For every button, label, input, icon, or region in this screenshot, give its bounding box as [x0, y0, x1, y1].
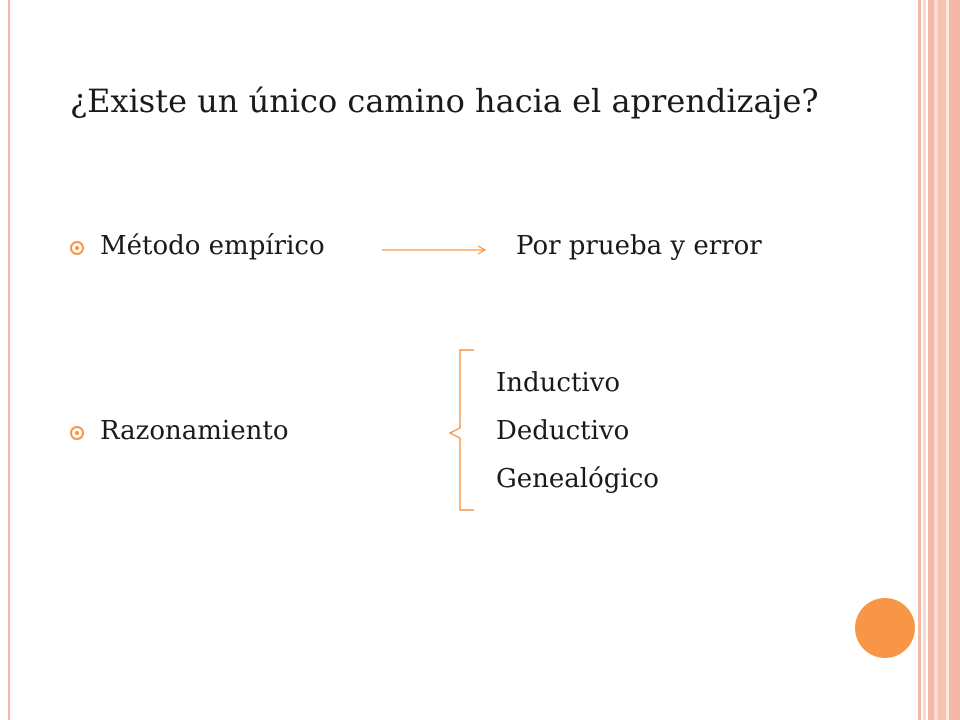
- item-label-razonamiento: Razonamiento: [100, 416, 289, 446]
- option-inductivo: Inductivo: [496, 368, 621, 398]
- right-border-stripe: [949, 0, 960, 720]
- right-border-stripe: [923, 0, 926, 720]
- slide-title: ¿Existe un único camino hacia el aprendizaje?: [70, 82, 819, 120]
- right-border-stripe: [918, 0, 921, 720]
- bullet-icon: [70, 426, 84, 440]
- right-arrow-icon: [380, 244, 490, 256]
- bullet-icon: [70, 241, 84, 255]
- left-border-line: [8, 0, 10, 720]
- item-result-prueba: Por prueba y error: [516, 231, 762, 261]
- decorative-circle: [855, 598, 915, 658]
- right-border-stripe: [938, 0, 946, 720]
- left-curly-brace-icon: [448, 348, 478, 514]
- option-genealogico: Genealógico: [496, 464, 659, 494]
- item-label-metodo: Método empírico: [100, 231, 325, 261]
- option-deductivo: Deductivo: [496, 416, 630, 446]
